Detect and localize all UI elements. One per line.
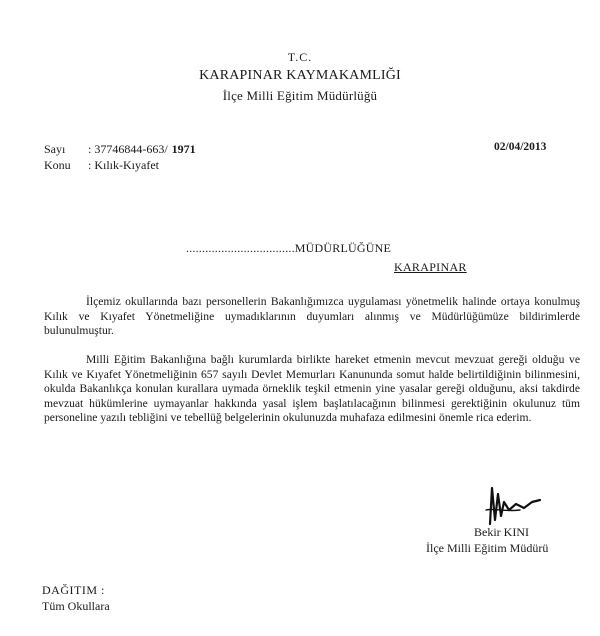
konu-label: Konu (44, 158, 71, 172)
sayi-value: : 37746844-663/ (88, 142, 168, 156)
header-directorate: İlçe Milli Eğitim Müdürlüğü (222, 88, 378, 103)
header-institution: KARAPINAR KAYMAKAMLIĞI (199, 68, 401, 83)
body-paragraph-2: Milli Eğitim Bakanlığına bağlı kurumlarda birlikte hareket etmenin mevcut mevzuat gereği olduğu ve Kılık ve Kıyafet Yönetmeliğinin 657 sayılı Devlet Memurları Kanununda somut halde belirtildiğinin bilinmesini, okulda Bakanlıkça konulan kurallara uymada örneklik teşkil etmenin yine yasalar gereği olduğunu, aksi takdirde mevzuat hükümlerine uymayanlar hakkında yasal işlem başlatılacağının bilinmesi gerektiğinin okulunuz tüm personeline yazılı tebliğini ve tebellüğ belgelerinin okulunuzda muhafaza edilmesini önemle rica ederim. (44, 353, 580, 425)
konu-row (44, 158, 159, 173)
signer-name: Bekir KINI (474, 525, 529, 539)
handwritten-signature (476, 480, 546, 528)
konu-value: : Kılık-Kıyafet (88, 158, 159, 172)
signer-title: İlçe Milli Eğitim Müdürü (426, 541, 549, 555)
sayi-label: Sayı (44, 142, 66, 156)
document-date: 02/04/2013 (494, 141, 547, 153)
body-paragraph-1: İlçemiz okullarında bazı personellerin Bakanlığımızca uygulaması yönetmelik halinde ortaya konulmuş Kılık ve Kıyafet Yönetmeliğine uymadıklarının duyumları alınmış ve Müdürlüğümüze bildirimlerde bulunulmuştur. (44, 295, 580, 338)
addressee-line: ..................................MÜDÜRLÜĞÜNE (186, 241, 391, 255)
sayi-number: 1971 (171, 142, 196, 156)
distribution-heading: DAĞITIM : (42, 583, 105, 597)
header-tc: T.C. (287, 50, 313, 64)
distribution-recipients: Tüm Okullara (42, 599, 110, 613)
addressee-city: KARAPINAR (394, 260, 467, 274)
sayi-row (44, 142, 196, 157)
